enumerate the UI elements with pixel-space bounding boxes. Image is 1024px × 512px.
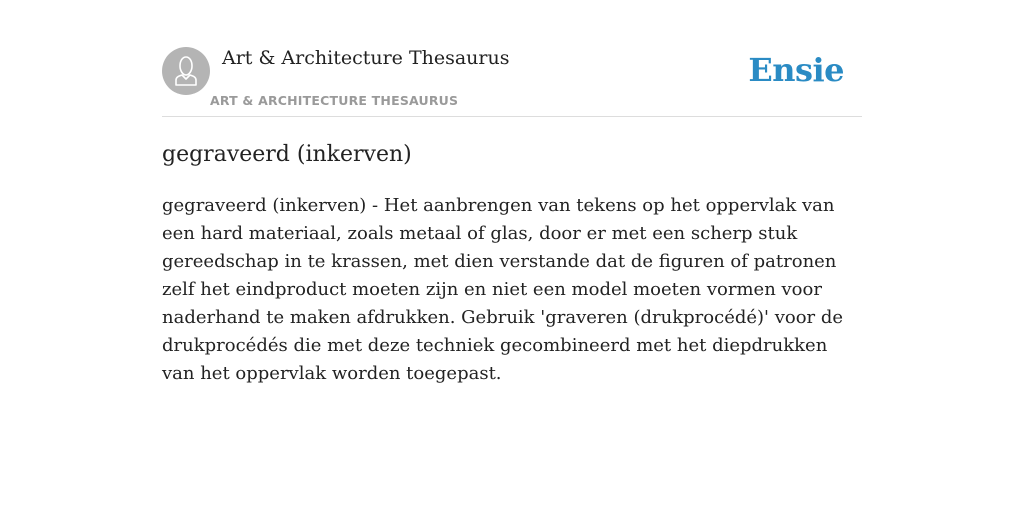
page-container: [162, 0, 862, 512]
definition-text: gegraveerd (inkerven) - Het aanbrengen van tekens op het oppervlak van een hard materiaal, zoals metaal of glas, door er met een scherp stuk gereedschap in te krassen, met dien verstande dat de figuren of patronen zelf het eindproduct moeten zijn en niet een model moeten vormen voor naderhand te maken afdrukken. Gebruik 'graveren (drukprocédé)' voor de drukprocédés die met deze techniek gecombineerd met het diepdrukken van het oppervlak worden toegepast.: [162, 195, 844, 384]
page-title: gegraveerd (inkerven): [162, 142, 412, 167]
avatar[interactable]: [162, 47, 210, 95]
header: [162, 0, 862, 117]
user-silhouette-icon: [162, 47, 210, 95]
ensie-logo[interactable]: Ensie: [748, 51, 844, 89]
author-name[interactable]: Art & Architecture Thesaurus: [222, 47, 510, 69]
author-subtitle[interactable]: ART & ARCHITECTURE THESAURUS: [210, 93, 459, 108]
